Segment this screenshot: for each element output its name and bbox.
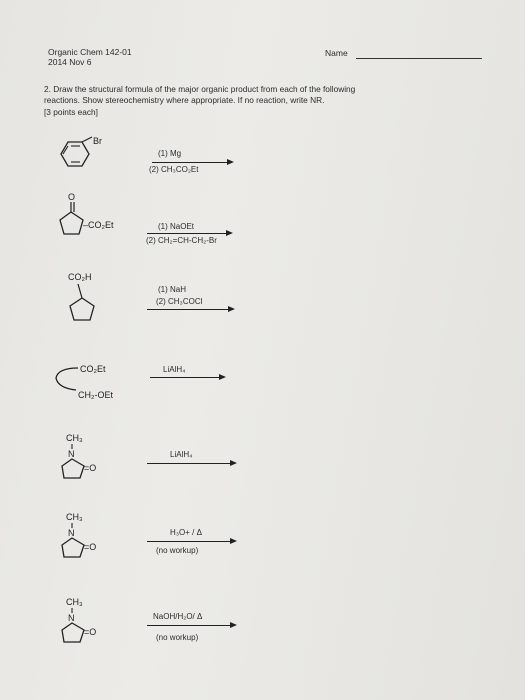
reaction-7-carbonyl: =O <box>84 627 97 637</box>
question-line-1: 2. Draw the structural formula of the major organic product from each of the following <box>44 84 356 94</box>
reaction-2-substituent: –CO₂Et <box>83 220 114 230</box>
reaction-6-nitrogen: N <box>68 528 75 538</box>
reaction-2-structure <box>55 190 155 242</box>
course-title: Organic Chem 142-01 <box>48 47 132 57</box>
reaction-7-reagent-bottom: (no workup) <box>156 633 199 642</box>
reaction-4-group-b: CH₂-OEt <box>78 390 113 400</box>
reaction-7-structure <box>60 596 130 646</box>
name-blank-line <box>356 58 482 59</box>
reaction-4-group-a: CO₂Et <box>80 364 106 374</box>
reaction-5-reagent: LiAlH₄ <box>170 450 193 459</box>
reaction-7-arrow <box>147 625 235 626</box>
reaction-2-reagent-top: (1) NaOEt <box>158 222 195 231</box>
reaction-5-structure <box>60 432 130 482</box>
reaction-7-methyl: CH₃ <box>66 597 83 607</box>
reaction-3-reagent-top: (1) NaH <box>158 285 187 294</box>
reaction-1-arrow <box>152 162 232 163</box>
reaction-7-nitrogen: N <box>68 613 75 623</box>
reaction-6-arrow <box>147 541 235 542</box>
reaction-6-structure <box>60 511 130 561</box>
reaction-3-reagent-bottom: (2) CH₃COCl <box>156 297 203 306</box>
reaction-1-structure <box>52 134 112 174</box>
reaction-1-substituent: Br <box>93 136 102 146</box>
reaction-6-methyl: CH₃ <box>66 512 83 522</box>
exam-date: 2014 Nov 6 <box>48 57 92 67</box>
reaction-5-arrow <box>147 463 235 464</box>
name-label: Name <box>325 48 348 58</box>
reaction-4-arrow <box>150 377 224 378</box>
reaction-3-arrow <box>147 309 233 310</box>
reaction-6-reagent-top: H₃O+ / Δ <box>170 528 202 537</box>
reaction-3-substituent: CO₂H <box>68 272 92 282</box>
reaction-5-carbonyl: =O <box>84 463 97 473</box>
reaction-3-structure <box>60 270 130 328</box>
reaction-2-reagent-bottom: (2) CH₂=CH-CH₂-Br <box>146 236 217 245</box>
reaction-7-reagent-top: NaOH/H₂O/ Δ <box>153 612 203 621</box>
reaction-6-reagent-bottom: (no workup) <box>156 546 199 555</box>
reaction-5-nitrogen: N <box>68 449 75 459</box>
reaction-1-reagent-bottom: (2) CH₃CO₂Et <box>149 165 199 174</box>
reaction-5-methyl: CH₃ <box>66 433 83 443</box>
reaction-6-carbonyl: =O <box>84 542 97 552</box>
reaction-2-arrow <box>147 233 231 234</box>
reaction-1-reagent-top: (1) Mg <box>158 149 182 158</box>
question-points: [3 points each] <box>44 107 98 117</box>
question-line-2: reactions. Show stereochemistry where appropriate. If no reaction, write NR. <box>44 95 325 105</box>
reaction-4-reagent: LiAlH₄ <box>163 365 186 374</box>
reaction-4-structure <box>50 356 160 406</box>
reaction-2-oxygen: O <box>68 192 76 202</box>
